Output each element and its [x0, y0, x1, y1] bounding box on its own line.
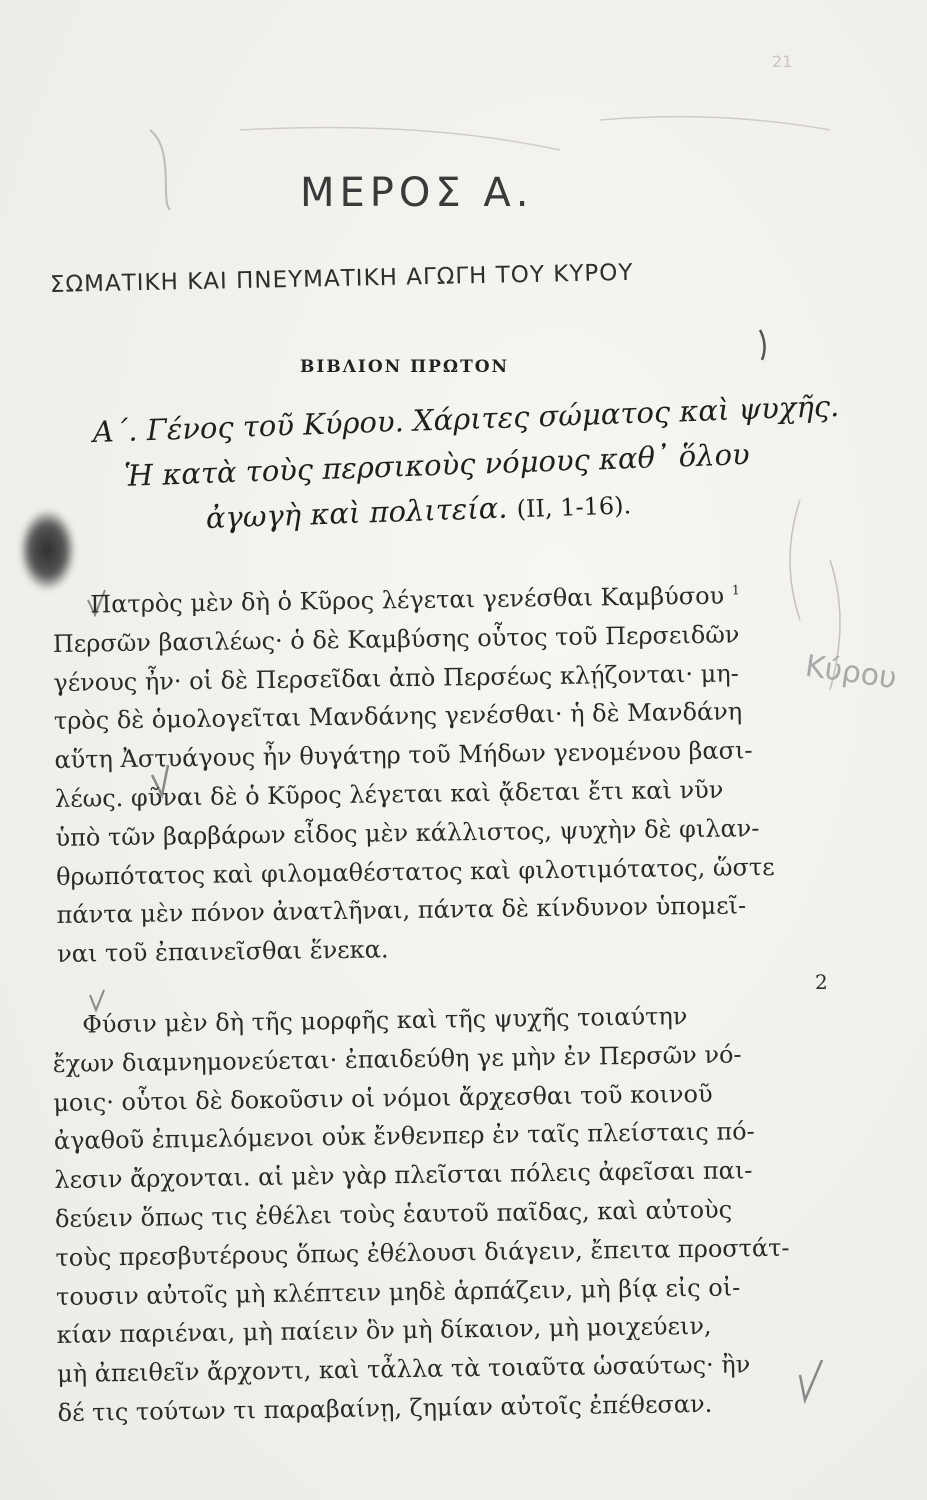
text-line: τρὸς δὲ ὁμολογεῖται Μανδάνης γενέσθαι· ἡ δὲ Μανδάνη — [53, 697, 743, 736]
text-line: λέως. φῦναι δὲ ὁ Κῦρος λέγεται καὶ ᾄδεται ἔτι καὶ νῦν — [54, 775, 724, 813]
text-line: Φύσιν μὲν δὴ τῆς μορφῆς καὶ τῆς ψυχῆς τοιαύτην — [82, 1002, 688, 1039]
section-marker: 1 — [731, 583, 741, 599]
text-line: τουσιν αὐτοῖς μὴ κλέπτειν μηδὲ ἁρπάζειν, μὴ βίᾳ εἰς οἰ- — [55, 1272, 741, 1311]
chapter-reference: (II, 1-16). — [516, 491, 632, 524]
text-line: μοις· οὗτοι δὲ δοκοῦσιν οἱ νόμοι ἄρχεσθαι τοῦ κοινοῦ — [53, 1079, 713, 1117]
paragraph-2 — [52, 995, 838, 1433]
text-line: ἔχων διαμνημονεύεται· ἐπαιδεύθη γε μὴν ἐν Περσῶν νό- — [52, 1040, 742, 1078]
text-line: μὴ ἀπειθεῖν ἄρχοντι, καὶ τἆλλα τὰ τοιαῦτα ὡσαύτως· ἢν — [56, 1350, 751, 1389]
text-line: γένους ἦν· οἱ δὲ Περσεῖδαι ἀπὸ Περσέως κλῄζονται· μη- — [53, 659, 739, 697]
book-title: ΒΙΒΛΙΟΝ ΠΡΩΤΟΝ — [300, 357, 510, 377]
text-line: Περσῶν βασιλέως· ὁ δὲ Καμβύσης οὗτος τοῦ Περσειδῶν — [52, 620, 740, 658]
text-line: ἀγαθοῦ ἐπιμελόμενοι οὐκ ἔνθενπερ ἐν ταῖς πλείσταις πό- — [53, 1117, 755, 1156]
section-number-margin: 2 — [815, 970, 828, 994]
chapter-heading-text: ἀγωγὴ καὶ πολιτεία. — [205, 490, 508, 536]
text-line: ναι τοῦ ἐπαινεῖσθαι ἕνεκα. — [57, 935, 389, 969]
part-title: ΜΕΡΟΣ Α. — [300, 170, 534, 216]
paragraph-1 — [52, 571, 837, 974]
handwritten-note: Κύρου — [803, 648, 899, 697]
text-line: ὑπὸ τῶν βαρβάρων εἶδος μὲν κάλλιστος, ψυχὴν δὲ φιλαν- — [55, 813, 760, 852]
text-line: πάντα μὲν πόνον ἀνατλῆναι, πάντα δὲ κίνδυνον ὑπομεῖ- — [56, 891, 747, 930]
text-line: τοὺς πρεσβυτέρους ὅπως ἐθέλουσι διάγειν, ἔπειτα προστάτ- — [55, 1233, 790, 1272]
chapter-heading-line: Α΄. Γένος τοῦ Κύρου. Χάριτες σώματος καὶ ψυχῆς. — [92, 388, 840, 449]
text-line: δεύειν ὅπως τις ἐθέλει τοὺς ἑαυτοῦ παῖδας, καὶ αὐτοὺς — [54, 1195, 733, 1233]
part-subtitle: ΣΩΜΑΤΙΚΗ ΚΑΙ ΠΝΕΥΜΑΤΙΚΗ ΑΓΩΓΗ ΤΟΥ ΚΥΡΟΥ — [49, 259, 634, 298]
text-line: δέ τις τούτων τι παραβαίνῃ, ζημίαν αὐτοῖς ἐπέθεσαν. — [57, 1389, 713, 1427]
text-line: αὕτη Ἀστυάγους ἦν θυγάτηρ τοῦ Μήδων γενομένου βασι- — [54, 736, 753, 775]
chapter-heading — [92, 384, 840, 547]
text-line: λεσιν ἄρχονται. αἱ μὲν γὰρ πλεῖσται πόλεις ἀφεῖσαι παι- — [54, 1156, 753, 1195]
text-line-content: Πατρὸς μὲν δὴ ὁ Κῦρος λέγεται γενέσθαι Καμβύσου — [90, 581, 725, 619]
text-line: θρωπότατος καὶ φιλομαθέστατος καὶ φιλοτιμότατος, ὥστε — [55, 852, 775, 891]
page-number: 21 — [772, 52, 793, 71]
text-line: κίαν παριέναι, μὴ παίειν ὃν μὴ δίκαιον, μὴ μοιχεύειν, — [56, 1312, 712, 1350]
chapter-heading-line: Ἡ κατὰ τοὺς περσικοὺς νόμους καθ᾽ ὅλου — [123, 437, 751, 493]
